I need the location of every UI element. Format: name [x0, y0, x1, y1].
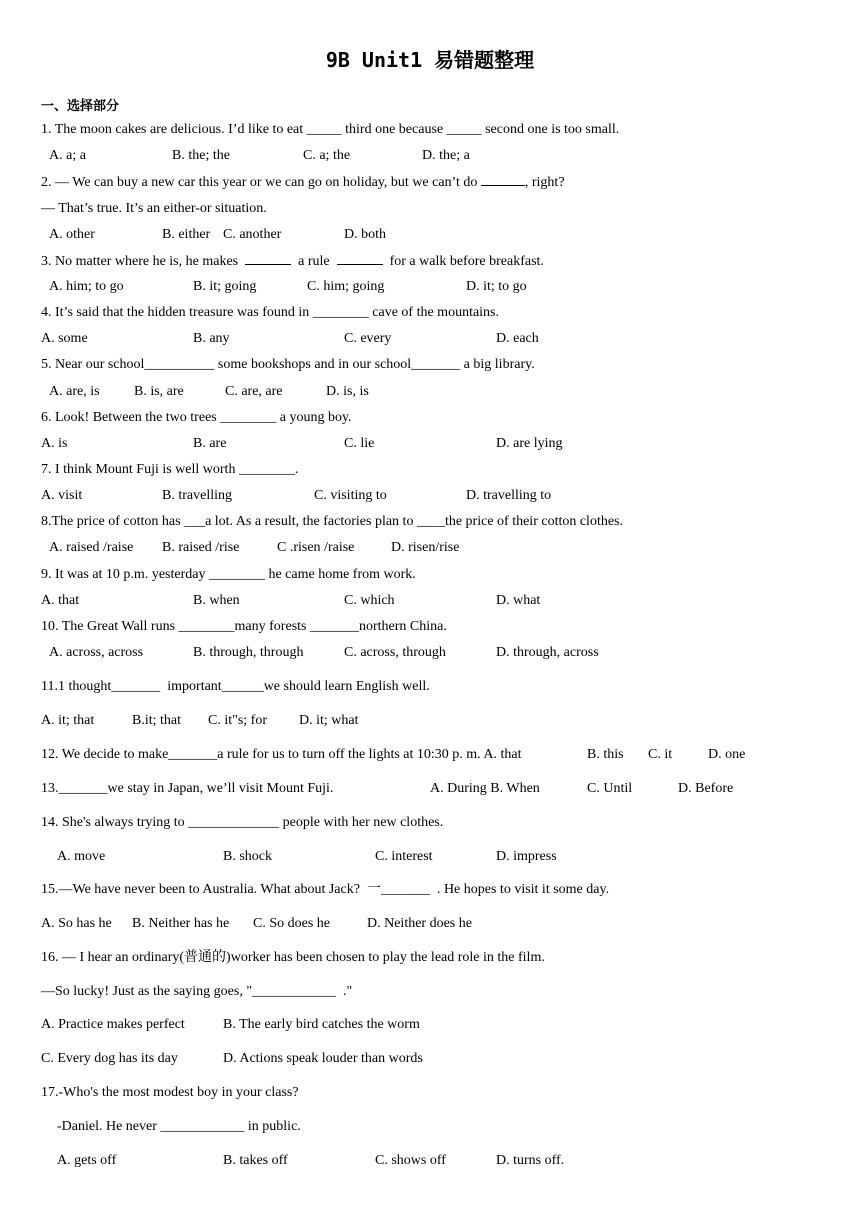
question-6: 6. Look! Between the two trees ________ a young boy.: [41, 410, 352, 425]
question-2-reply: — That’s true. It’s an either-or situation.: [41, 201, 267, 216]
option: C. interest: [375, 849, 433, 864]
option: D. risen/rise: [391, 540, 460, 555]
option: D. through, across: [496, 645, 599, 660]
option: B. takes off: [223, 1153, 288, 1168]
option: B. the; the: [172, 148, 230, 163]
option: B. are: [193, 436, 227, 451]
option: A. are, is: [49, 384, 100, 399]
option: A. him; to go: [49, 279, 124, 294]
option: C. shows off: [375, 1153, 446, 1168]
option: B. Neither has he: [132, 916, 230, 931]
option: C. lie: [344, 436, 375, 451]
option: D. what: [496, 593, 541, 608]
question-3: 3. No matter where he is, he makes a rule for a walk before breakfast.: [41, 254, 544, 269]
option: B. is, are: [134, 384, 184, 399]
option: D. travelling to: [466, 488, 552, 503]
option: D. Actions speak louder than words: [223, 1051, 423, 1066]
question-4: 4. It’s said that the hidden treasure was found in ________ cave of the mountains.: [41, 305, 500, 320]
option: A. it; that: [41, 713, 95, 728]
option: B. when: [193, 593, 240, 608]
answer-blank: [481, 173, 525, 186]
option: B. this: [587, 747, 624, 762]
option: D. is, is: [326, 384, 369, 399]
option: C. Until: [587, 781, 633, 796]
option: D. turns off.: [496, 1153, 565, 1168]
question-5: 5. Near our school__________ some bookshops and in our school_______ a big library.: [41, 357, 535, 372]
question-8: 8.The price of cotton has ___a lot. As a result, the factories plan to ____the price of their cotton clothes.: [41, 514, 623, 529]
option: D. each: [496, 331, 539, 346]
option: C. Every dog has its day: [41, 1051, 178, 1066]
option: B. either: [162, 227, 211, 242]
option: A. gets off: [57, 1153, 117, 1168]
option: C. So does he: [253, 916, 330, 931]
option: A. across, across: [49, 645, 144, 660]
option: D. are lying: [496, 436, 563, 451]
option: A. move: [57, 849, 106, 864]
option: C. it: [648, 747, 673, 762]
option: B. it; going: [193, 279, 257, 294]
answer-blank: [245, 252, 291, 265]
option: D. impress: [496, 849, 557, 864]
option: C. another: [223, 227, 282, 242]
answer-blank: [337, 252, 383, 265]
option: A. visit: [41, 488, 83, 503]
question-16: 16. — I hear an ordinary(普通的)worker has been chosen to play the lead role in the film.: [41, 950, 545, 965]
question-17-reply: -Daniel. He never ____________ in public.: [57, 1119, 301, 1134]
option: A. a; a: [49, 148, 86, 163]
option: D. Neither does he: [367, 916, 472, 931]
option: A. raised /raise: [49, 540, 134, 555]
option: A. Practice makes perfect: [41, 1017, 185, 1032]
option: C. him; going: [307, 279, 385, 294]
section-heading: 一、选择部分: [41, 99, 120, 114]
question-12: 12. We decide to make_______a rule for us to turn off the lights at 10:30 p. m. A. that: [41, 747, 522, 762]
option: B. raised /rise: [162, 540, 240, 555]
option: A. that: [41, 593, 80, 608]
question-9: 9. It was at 10 p.m. yesterday ________ he came home from work.: [41, 567, 416, 582]
question-16-reply: —So lucky! Just as the saying goes, "____________ .": [41, 984, 353, 999]
option: C. are, are: [225, 384, 283, 399]
option: A. is: [41, 436, 68, 451]
option: A. other: [49, 227, 95, 242]
option: B. travelling: [162, 488, 232, 503]
option: A. So has he: [41, 916, 112, 931]
option: C. across, through: [344, 645, 446, 660]
page-title: 9B Unit1 易错题整理: [325, 48, 535, 72]
option: D. it; to go: [466, 279, 527, 294]
question-17: 17.-Who's the most modest boy in your class?: [41, 1085, 299, 1100]
option: C. it"s; for: [208, 713, 267, 728]
option: D. the; a: [422, 148, 470, 163]
question-14: 14. She's always trying to _____________ people with her new clothes.: [41, 815, 444, 830]
question-13: 13._______we stay in Japan, we’ll visit Mount Fuji.: [41, 781, 334, 796]
option: D. one: [708, 747, 746, 762]
option: C. visiting to: [314, 488, 387, 503]
option: C. every: [344, 331, 392, 346]
question-2: 2. — We can buy a new car this year or we can go on holiday, but we can’t do , right?: [41, 175, 565, 190]
option: B. through, through: [193, 645, 304, 660]
question-10: 10. The Great Wall runs ________many forests _______northern China.: [41, 619, 447, 634]
option: A. During B. When: [430, 781, 540, 796]
option: D. both: [344, 227, 386, 242]
option: B. any: [193, 331, 230, 346]
option: C. a; the: [303, 148, 351, 163]
option: D. it; what: [299, 713, 359, 728]
question-15: 15.—We have never been to Australia. What about Jack? 一_______ . He hopes to visit it some day.: [41, 882, 610, 897]
option: C. which: [344, 593, 395, 608]
question-1: 1. The moon cakes are delicious. I’d like to eat _____ third one because _____ second one is too small.: [41, 122, 620, 137]
option: C .risen /raise: [277, 540, 355, 555]
option: D. Before: [678, 781, 734, 796]
option: B.it; that: [132, 713, 181, 728]
question-7: 7. I think Mount Fuji is well worth ________.: [41, 462, 299, 477]
question-11: 11.1 thought_______ important______we should learn English well.: [41, 679, 430, 694]
option: A. some: [41, 331, 88, 346]
option: B. shock: [223, 849, 272, 864]
option: B. The early bird catches the worm: [223, 1017, 420, 1032]
